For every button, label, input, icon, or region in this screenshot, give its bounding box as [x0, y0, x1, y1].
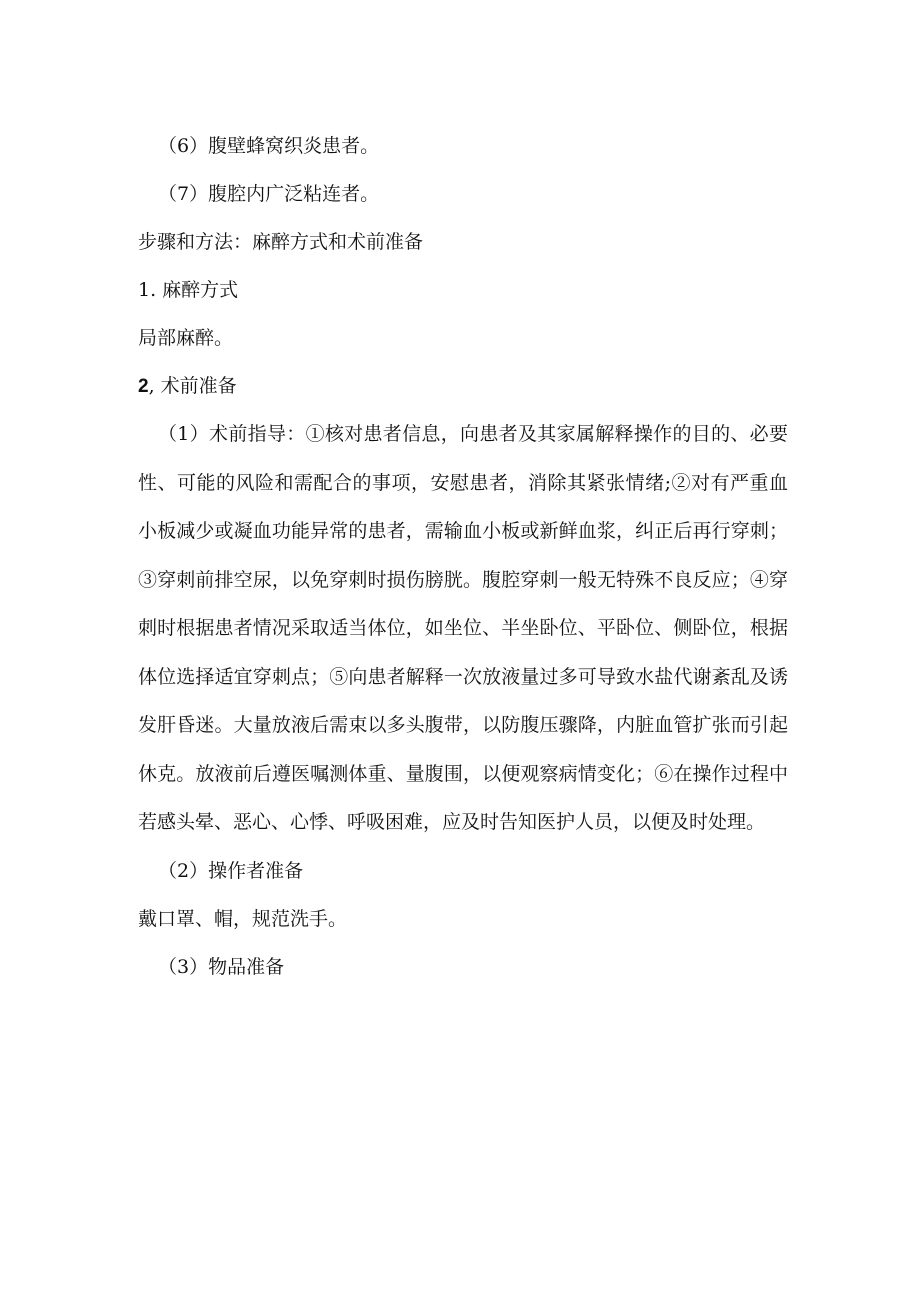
subsection-2-title: , 术前准备 [148, 375, 237, 397]
section-heading: 步骤和方法：麻醉方式和术前准备 [138, 231, 424, 253]
subsection-1-body: 局部麻醉。 [138, 327, 234, 349]
item-2-body: 戴口罩、帽，规范洗手。 [138, 907, 348, 930]
subsection-2-number: 2 [138, 376, 149, 397]
contraindication-item-7: （7）腹腔内广泛粘连者。 [158, 183, 380, 205]
subsection-1-title: 1. 麻醉方式 [138, 279, 239, 301]
item-1-paragraph: （1）术前指导：①核对患者信息，向患者及其家属解释操作的目的、必要性、可能的风险和需配合的事项，安慰患者，消除其紧张情绪;②对有严重血小板减少或凝血功能异常的患者，需输血小板或新鲜血浆，纠正后再行穿刺；③穿刺前排空尿，以免穿刺时损伤膀胱。腹腔穿刺一般无特殊不良反应；④穿刺时根据患者情况采取适当体位，如坐位、半坐卧位、平卧位、侧卧位，根据体位选择适宜穿刺点；⑤向患者解释一次放液量过多可导致水盐代谢紊乱及诱发肝昏迷。大量放液后需束以多头腹带，以防腹压骤降，内脏血管扩张而引起休克。放液前后遵医嘱测体重、量腹围，以便观察病情变化；⑥在操作过程中若感头晕、恶心、心悸、呼吸困难，应及时告知医护人员，以便及时处理。 [138, 423, 788, 833]
item-2-title: （2）操作者准备 [158, 859, 304, 882]
document-body [138, 122, 788, 991]
subsection-2-heading [138, 362, 788, 410]
item-3-title: （3）物品准备 [158, 955, 285, 978]
contraindication-item-6: （6）腹壁蜂窝织炎患者。 [158, 135, 380, 157]
